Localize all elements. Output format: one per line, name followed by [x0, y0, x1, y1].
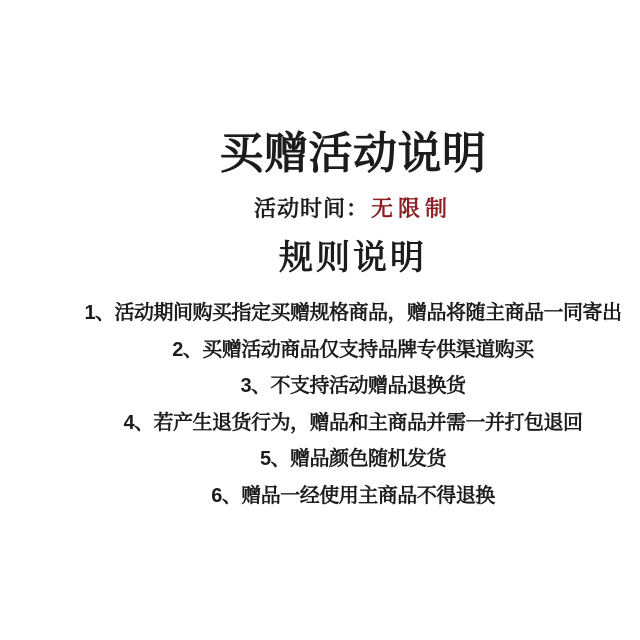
rule-item-6: 6、赠品一经使用主商品不得退换 [211, 484, 495, 507]
rule-item-4: 4、若产生退货行为，赠品和主商品并需一并打包退回 [123, 411, 583, 434]
rules-list [33, 295, 640, 514]
rule-item-3: 3、不支持活动赠品退换货 [240, 375, 466, 397]
rules-heading: 规则说明 [279, 239, 427, 277]
activity-time-row [33, 198, 640, 220]
activity-time-label: 活动时间： [253, 196, 369, 221]
page-title: 买赠活动说明 [219, 129, 487, 178]
promo-content [33, 0, 640, 514]
rule-item-5: 5、赠品颜色随机发货 [259, 448, 447, 470]
rule-item-2: 2、买赠活动商品仅支持品牌专供渠道购买 [172, 338, 534, 361]
rule-item-1: 1、活动期间购买指定买赠规格商品，赠品将随主商品一同寄出 [84, 302, 622, 324]
activity-time-value: 无限制 [371, 196, 453, 221]
